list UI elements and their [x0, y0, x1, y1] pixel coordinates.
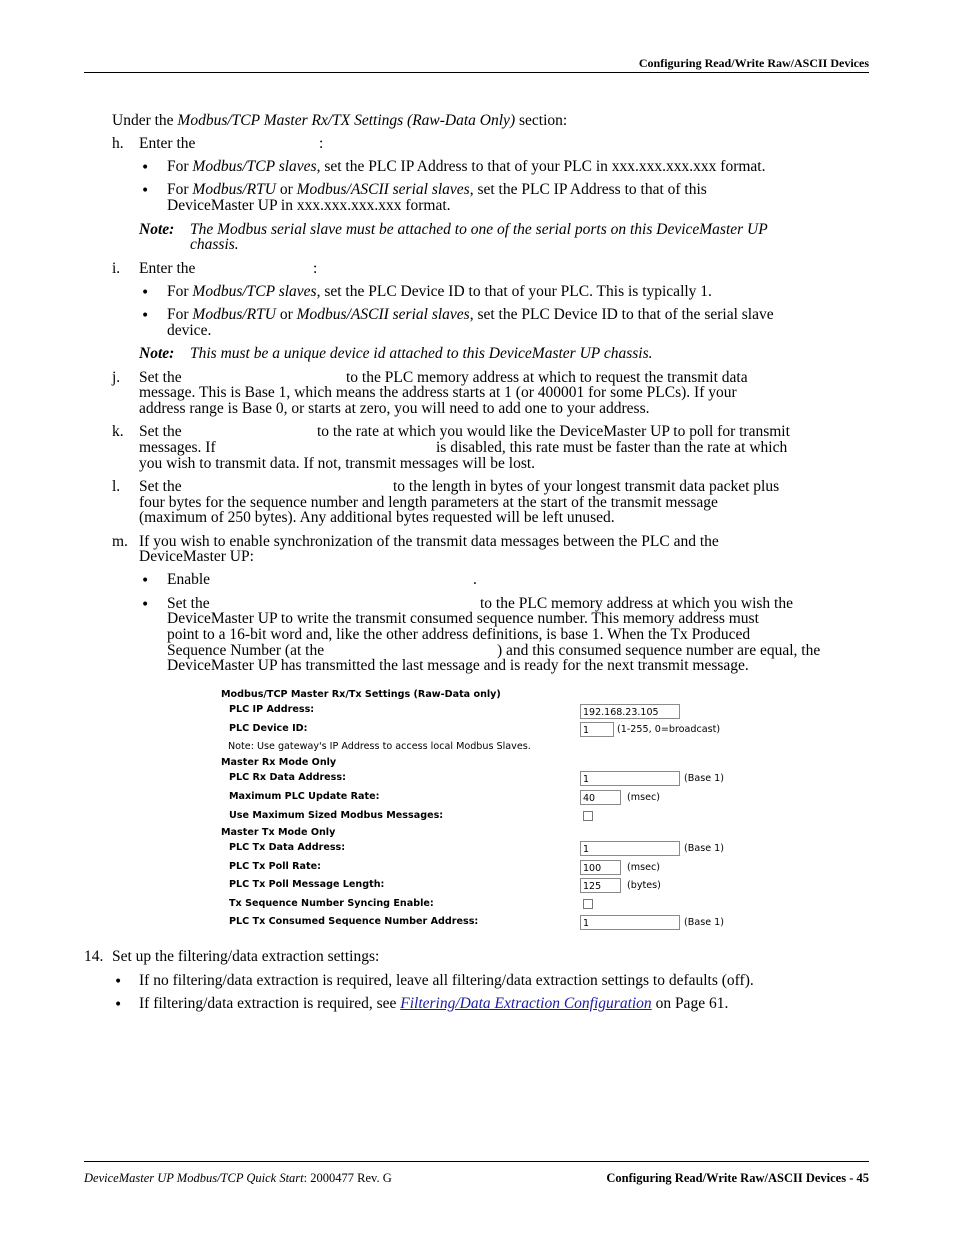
step-k-line-3: you wish to transmit data. If not, transmit messages will be lost. — [139, 455, 536, 472]
step-i-note-text: This must be a unique device id attached to this DeviceMaster UP chassis. — [190, 345, 653, 362]
step-m-bullet-2-line-3: point to a 16-bit word and, like the other address definitions, is base 1. When the Tx Produced — [167, 626, 751, 643]
step-j-line-2: message. This is Base 1, which means the address starts at 1 (or 400001 for some PLCs). If your — [139, 384, 737, 401]
step-14-bullet-1: If no filtering/data extraction is required, leave all filtering/data extraction settings to defaults (off). — [139, 972, 754, 989]
footer-right: Configuring Read/Write Raw/ASCII Devices - 45 — [606, 1171, 869, 1185]
rx-data-address-input[interactable]: 1 — [580, 771, 680, 786]
max-sized-messages-label: Use Maximum Sized Modbus Messages: — [229, 810, 444, 821]
tx-data-address-label: PLC Tx Data Address: — [229, 842, 346, 853]
section-name: Modbus/TCP Master Rx/TX Settings (Raw-Data Only) — [177, 112, 516, 129]
step-i-bullet-2: For Modbus/RTU or Modbus/ASCII serial slaves, set the PLC Device ID to that of the serial slave — [167, 306, 774, 323]
bullet: • — [141, 183, 150, 199]
bullet: • — [141, 285, 150, 301]
tx-data-address-hint: (Base 1) — [684, 843, 725, 854]
step-m-bullet-1-end: . — [473, 571, 477, 588]
tx-consumed-address-hint: (Base 1) — [684, 917, 725, 928]
plc-ip-input[interactable]: 192.168.23.105 — [580, 704, 680, 719]
step-i-marker: i. — [112, 260, 121, 277]
device-id-label: PLC Device ID: — [229, 723, 308, 734]
footer-left: DeviceMaster UP Modbus/TCP Quick Start: 2000477 Rev. G — [84, 1171, 392, 1185]
step-j-pre: Set the — [139, 369, 182, 386]
bullet: • — [141, 597, 150, 613]
step-l-line-2: four bytes for the sequence number and length parameters at the start of the transmit message — [139, 494, 718, 511]
rx-data-address-label: PLC Rx Data Address: — [229, 772, 346, 783]
bullet: • — [114, 997, 123, 1013]
step-m-bullet-1: Enable — [167, 571, 211, 588]
tx-message-length-input[interactable]: 125 — [580, 878, 621, 893]
tx-poll-rate-input[interactable]: 100 — [580, 860, 621, 875]
step-l-line-1: to the length in bytes of your longest transmit data packet plus — [393, 478, 780, 495]
step-h-marker: h. — [112, 135, 124, 152]
step-i-colon: : — [313, 260, 318, 277]
bullet: • — [141, 160, 150, 176]
step-l-line-3: (maximum of 250 bytes). Any additional bytes requested will be left unused. — [139, 509, 615, 526]
rx-section-header: Master Rx Mode Only — [221, 757, 337, 768]
device-id-input[interactable]: 1 — [580, 722, 614, 737]
step-14-marker: 14. — [84, 948, 104, 965]
step-j-line-3: address range is Base 0, or starts at zero, you will need to add one to your address. — [139, 400, 650, 417]
step-k-line-2b: is disabled, this rate must be faster than the rate at which — [436, 439, 788, 456]
step-h-note-text-cont: chassis. — [190, 236, 239, 253]
filtering-config-link[interactable]: Filtering/Data Extraction Configuration — [400, 995, 652, 1012]
tx-sync-enable-label: Tx Sequence Number Syncing Enable: — [229, 898, 434, 909]
step-l-pre: Set the — [139, 478, 182, 495]
step-j-marker: j. — [112, 369, 121, 386]
max-update-rate-hint: (msec) — [627, 792, 661, 803]
step-i-bullet-1: For Modbus/TCP slaves, set the PLC Device ID to that of your PLC. This is typically 1. — [167, 283, 712, 300]
gateway-note: Note: Use gateway's IP Address to access local Modbus Slaves. — [228, 741, 531, 752]
tx-sync-enable-checkbox[interactable] — [583, 899, 593, 909]
step-m-line-1: If you wish to enable synchronization of the transmit data messages between the PLC and the — [139, 533, 719, 550]
step-m-bullet-2-line-4b: ) and this consumed sequence number are equal, the — [497, 642, 821, 659]
step-h-bullet-2: For Modbus/RTU or Modbus/ASCII serial slaves, set the PLC IP Address to that of this — [167, 181, 707, 198]
step-h-note-text: The Modbus serial slave must be attached to one of the serial ports on this DeviceMaster UP — [190, 221, 768, 238]
step-m-bullet-2-line-1: to the PLC memory address at which you wish the — [480, 595, 793, 612]
step-k-line-1: to the rate at which you would like the DeviceMaster UP to poll for transmit — [317, 423, 790, 440]
step-14-text: Set up the filtering/data extraction settings: — [112, 948, 380, 965]
step-i-text: Enter the — [139, 260, 196, 277]
step-k-pre: Set the — [139, 423, 182, 440]
step-m-bullet-2-line-4a: Sequence Number (at the — [167, 642, 325, 659]
step-14-bullet-2: If filtering/data extraction is required, see Filtering/Data Extraction Configuration on Page 61. — [139, 995, 729, 1012]
max-sized-messages-checkbox[interactable] — [583, 811, 593, 821]
step-m-bullet-2-pre: Set the — [167, 595, 210, 612]
bullet: • — [141, 573, 150, 589]
step-m-bullet-2-line-2: DeviceMaster UP to write the transmit consumed sequence number. This memory address must — [167, 610, 759, 627]
step-k-marker: k. — [112, 423, 124, 440]
step-m-marker: m. — [112, 533, 128, 550]
step-h-note-label: Note: — [139, 221, 175, 238]
step-i-bullet-2-cont: device. — [167, 322, 212, 339]
tx-message-length-label: PLC Tx Poll Message Length: — [229, 879, 385, 890]
bullet: • — [141, 308, 150, 324]
step-m-bullet-2-line-5: DeviceMaster UP has transmitted the last message and is ready for the next transmit message. — [167, 657, 749, 674]
step-m-line-2: DeviceMaster UP: — [139, 548, 254, 565]
plc-ip-label: PLC IP Address: — [229, 704, 315, 715]
step-h-bullet-1: For Modbus/TCP slaves, set the PLC IP Address to that of your PLC in xxx.xxx.xxx.xxx format. — [167, 158, 766, 175]
tx-section-header: Master Tx Mode Only — [221, 827, 336, 838]
rx-data-address-hint: (Base 1) — [684, 773, 725, 784]
bullet: • — [114, 974, 123, 990]
step-l-marker: l. — [112, 478, 121, 495]
step-h-colon: : — [319, 135, 324, 152]
tx-consumed-address-input[interactable]: 1 — [580, 915, 680, 930]
step-h-bullet-2-cont: DeviceMaster UP in xxx.xxx.xxx.xxx format. — [167, 197, 451, 214]
running-header: Configuring Read/Write Raw/ASCII Devices — [638, 56, 869, 70]
header-rule — [84, 72, 869, 73]
max-update-rate-input[interactable]: 40 — [580, 790, 621, 805]
tx-message-length-hint: (bytes) — [627, 880, 661, 891]
tx-poll-rate-hint: (msec) — [627, 862, 661, 873]
max-update-rate-label: Maximum PLC Update Rate: — [229, 791, 380, 802]
tx-poll-rate-label: PLC Tx Poll Rate: — [229, 861, 321, 872]
form-title: Modbus/TCP Master Rx/Tx Settings (Raw-Data only) — [221, 689, 501, 700]
step-j-line-1: to the PLC memory address at which to request the transmit data — [346, 369, 748, 386]
tx-consumed-address-label: PLC Tx Consumed Sequence Number Address: — [229, 916, 479, 927]
tx-data-address-input[interactable]: 1 — [580, 841, 680, 856]
step-i-note-label: Note: — [139, 345, 175, 362]
footer-rule — [84, 1161, 869, 1162]
device-id-hint: (1-255, 0=broadcast) — [617, 724, 721, 735]
step-h-text: Enter the — [139, 135, 196, 152]
step-k-line-2a: messages. If — [139, 439, 216, 456]
intro-line: Under the Modbus/TCP Master Rx/TX Settings (Raw-Data Only) section: — [112, 112, 568, 129]
